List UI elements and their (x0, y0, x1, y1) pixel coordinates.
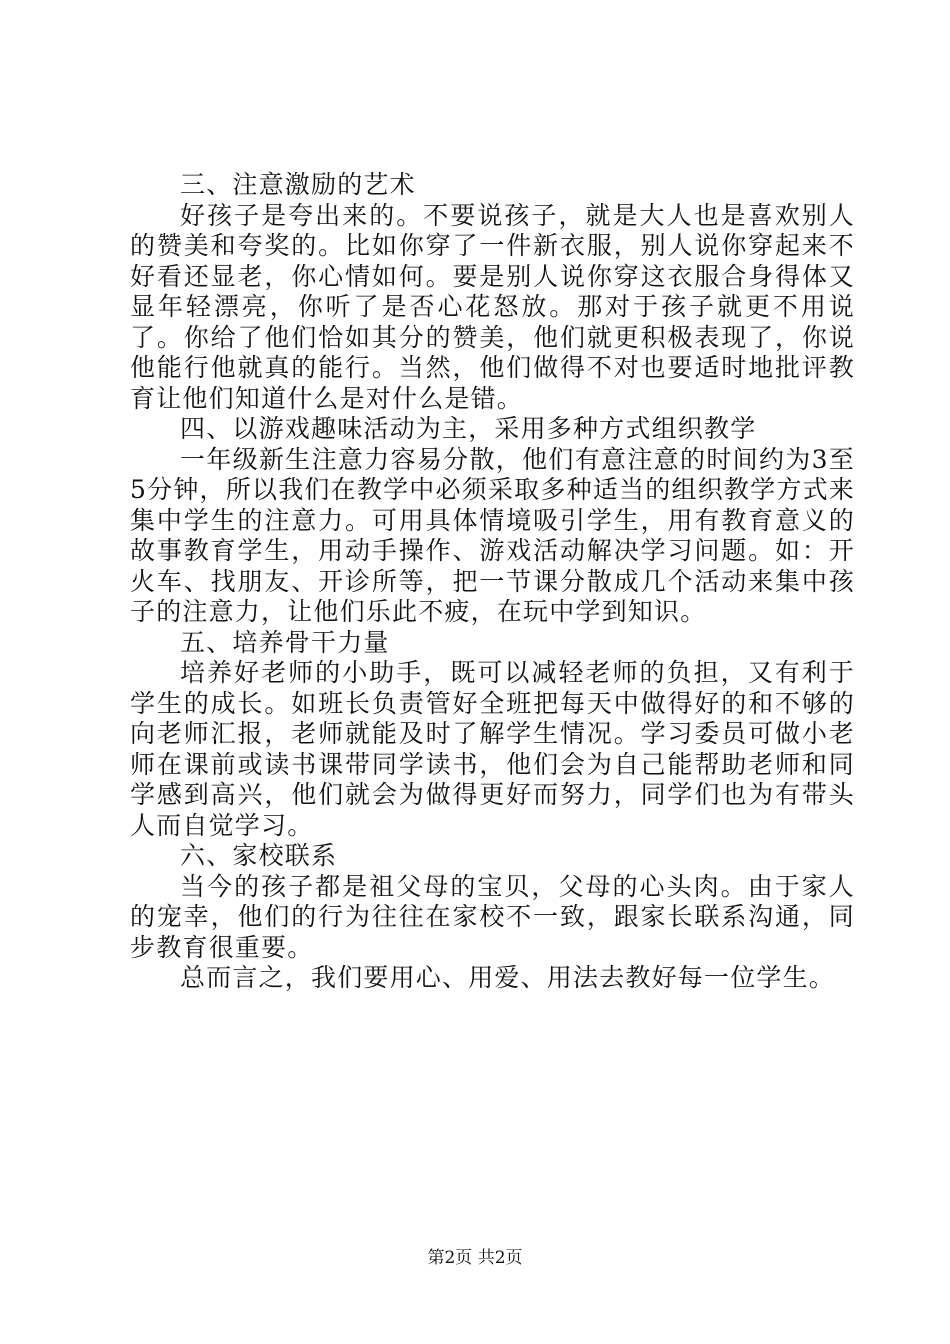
paragraph-conclusion: 总而言之，我们要用心、用爱、用法去教好每一位学生。 (180, 963, 836, 992)
section-heading-games: 四、以游戏趣味活动为主，采用多种方式组织教学 (180, 414, 757, 443)
paragraph-encouragement: 好孩子是夸出来的。不要说孩子，就是大人也是喜欢别人的赞美和夸奖的。比如你穿了一件新衣服，别人说你穿起来不好看还显老，你心情如何。要是别人说你穿这衣服合身得体又显年轻漂亮，你听了是否心花怒放。那对于孩子就更不用说了。你给了他们恰如其分的赞美，他们就更积极表现了，你说他能行他就真的能行。当然，他们做得不对也要适时地批评教育让他们知道什么是对什么是错。 (130, 200, 855, 413)
section-heading-backbone: 五、培养骨干力量 (180, 627, 390, 657)
paragraph-home-school: 当今的孩子都是祖父母的宝贝，父母的心头肉。由于家人的宠幸，他们的行为往往在家校不一致，跟家长联系沟通，同步教育很重要。 (130, 871, 855, 962)
paragraph-backbone: 培养好老师的小助手，既可以减轻老师的负担，又有利于学生的成长。如班长负责管好全班把每天中做得好的和不够的向老师汇报，老师就能及时了解学生情况。学习委员可做小老师在课前或读书课带同学读书，他们会为自己能帮助老师和同学感到高兴，他们就会为做得更好而努力，同学们也为有带头人而自觉学习。 (130, 658, 855, 840)
section-heading-home-school: 六、家校联系 (180, 841, 338, 870)
section-heading-encouragement: 三、注意激励的艺术 (180, 170, 416, 199)
page-footer: 第2页 共2页 (427, 1248, 523, 1268)
document-body (130, 170, 855, 994)
paragraph-games: 一年级新生注意力容易分散，他们有意注意的时间约为3至5分钟，所以我们在教学中必须采取多种适当的组织教学方式来集中学生的注意力。可用具体情境吸引学生，用有教育意义的故事教育学生，用动手操作、游戏活动解决学习问题。如：开火车、找朋友、开诊所等，把一节课分散成几个活动来集中孩子的注意力，让他们乐此不疲，在玩中学到知识。 (130, 444, 855, 626)
